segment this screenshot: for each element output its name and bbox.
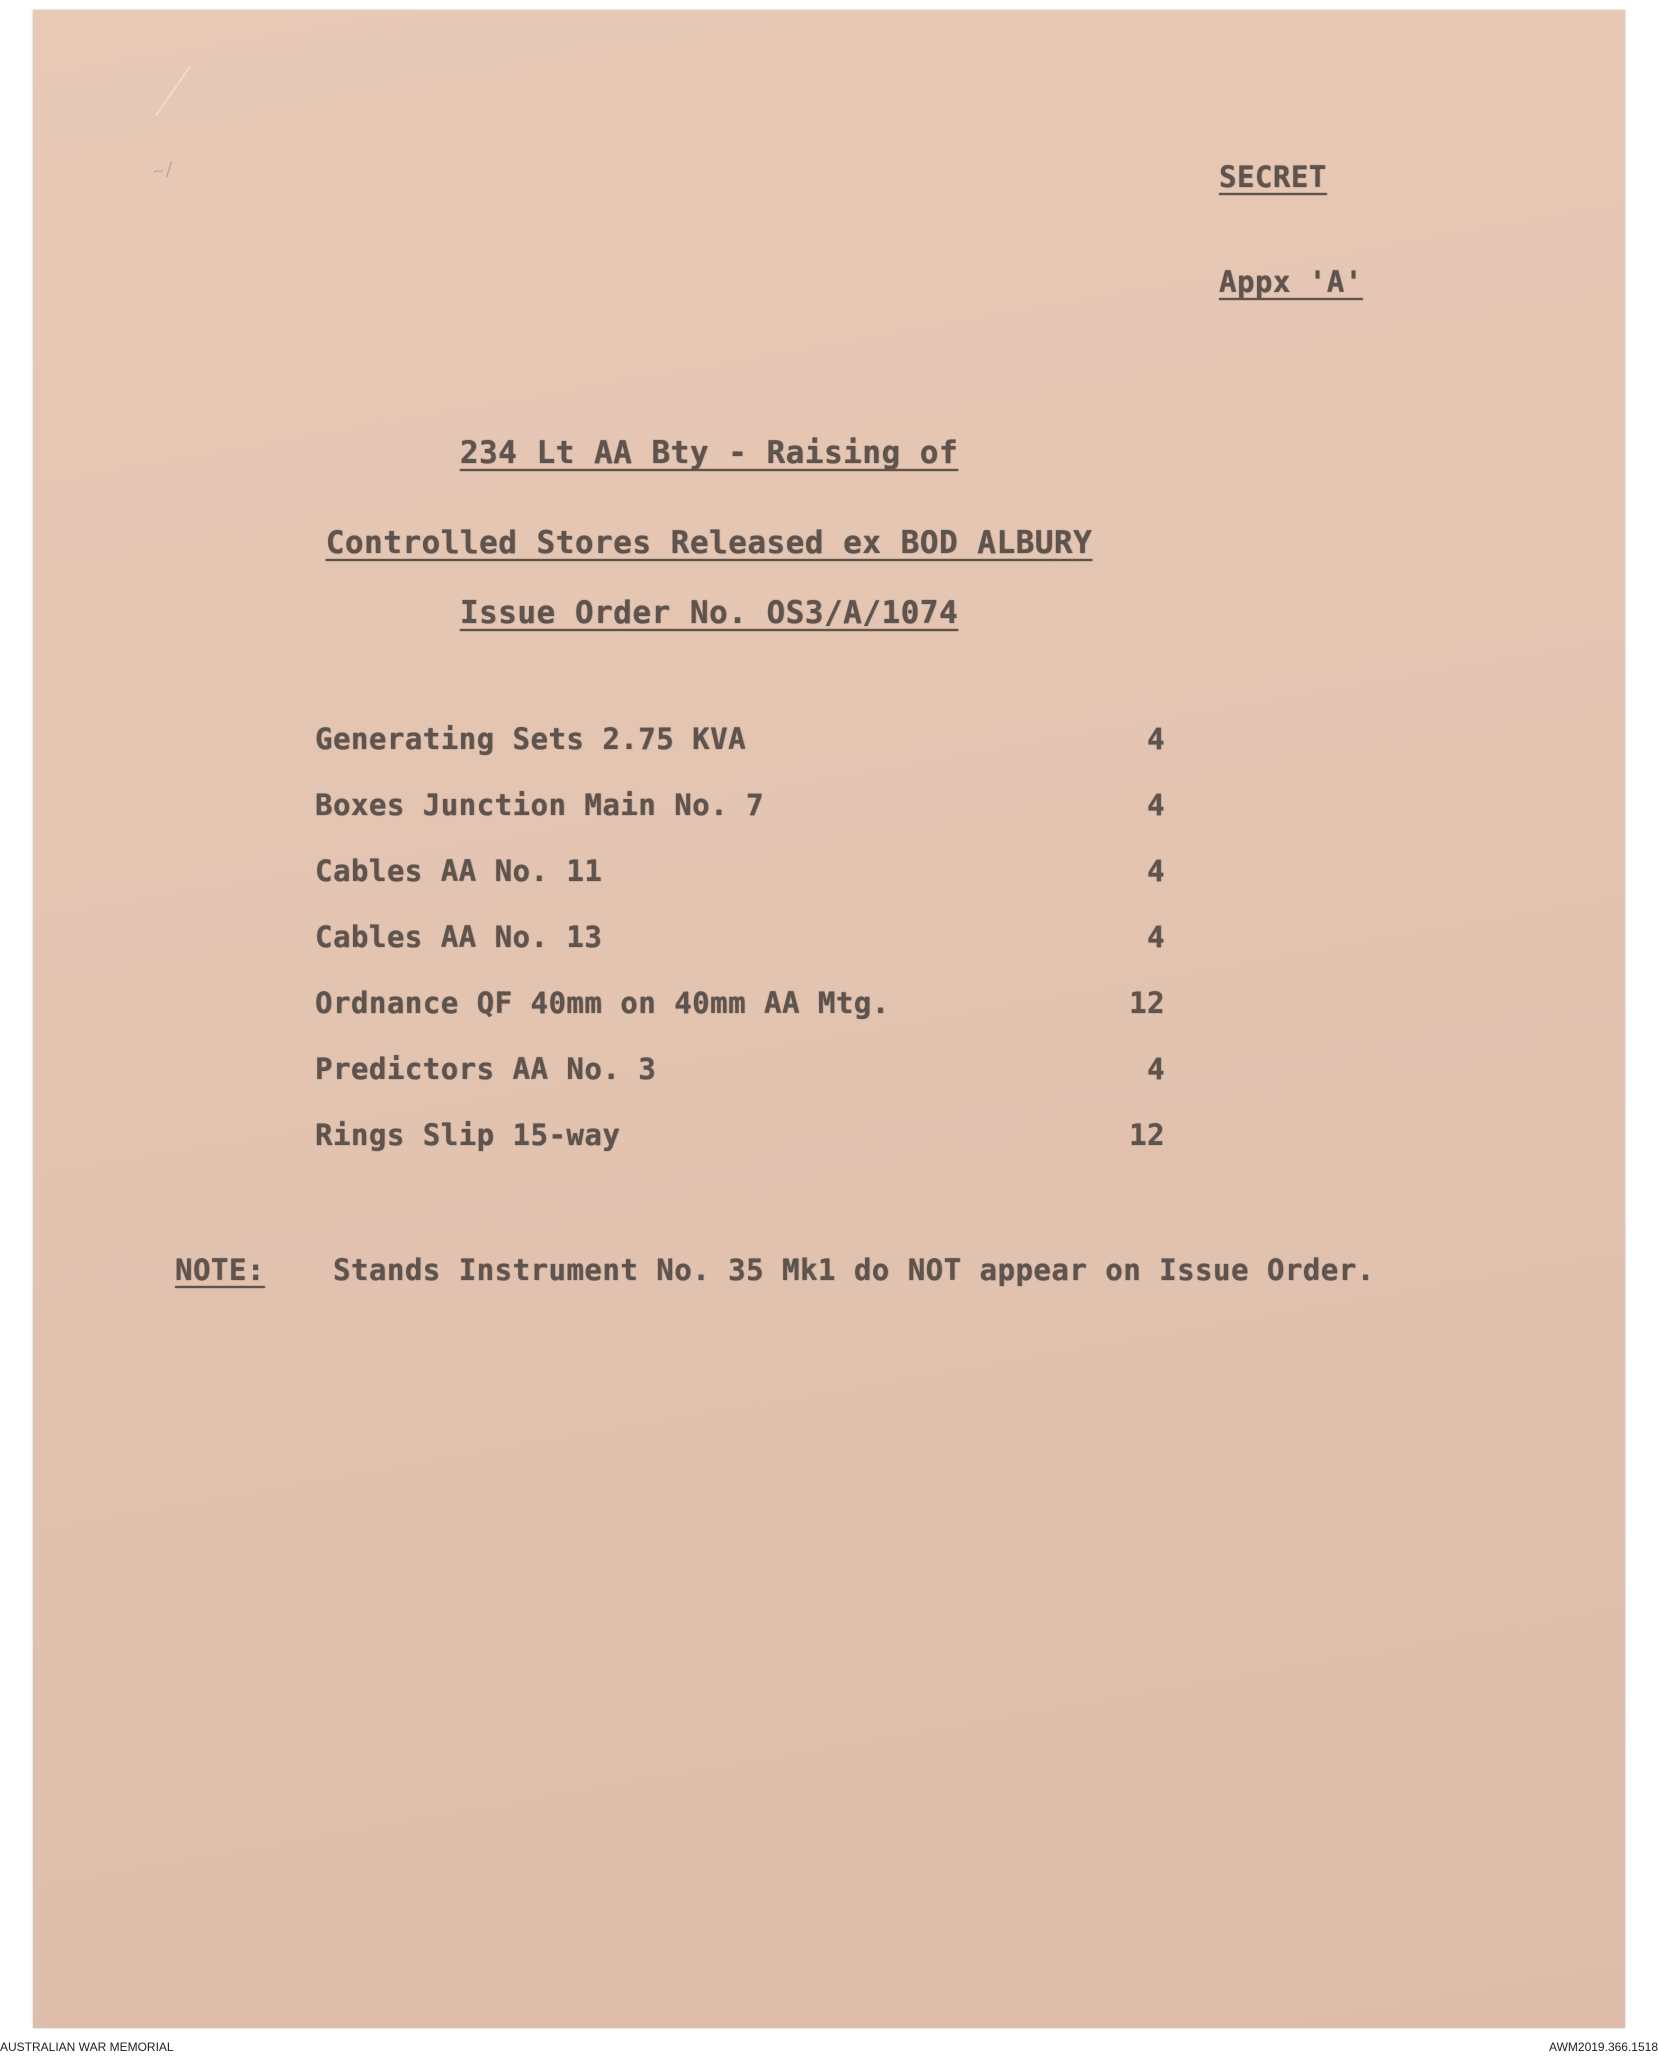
item-qty: 4	[1147, 920, 1165, 954]
list-item	[315, 788, 1165, 854]
stores-list	[315, 722, 1165, 1184]
list-item	[315, 1052, 1165, 1118]
paper-sheet	[33, 10, 1625, 2028]
item-qty: 12	[1129, 986, 1165, 1020]
item-name: Ordnance QF 40mm on 40mm AA Mtg.	[315, 986, 890, 1020]
note-label: NOTE:	[175, 1253, 265, 1287]
title-line-1: 234 Lt AA Bty - Raising of	[459, 435, 959, 471]
item-name: Rings Slip 15-way	[315, 1118, 621, 1152]
item-name: Generating Sets 2.75 KVA	[315, 722, 747, 756]
footer-institution: AUSTRALIAN WAR MEMORIAL	[0, 2040, 174, 2054]
appendix-label: Appx 'A'	[1219, 265, 1363, 299]
item-name: Cables AA No. 13	[315, 920, 603, 954]
list-item	[315, 920, 1165, 986]
item-qty: 4	[1147, 722, 1165, 756]
list-item	[315, 1118, 1165, 1184]
item-qty: 4	[1147, 788, 1165, 822]
classification-label: SECRET	[1219, 160, 1327, 194]
item-qty: 4	[1147, 854, 1165, 888]
item-name: Boxes Junction Main No. 7	[315, 788, 764, 822]
title-line-3: Issue Order No. OS3/A/1074	[459, 595, 959, 631]
list-item	[315, 986, 1165, 1052]
item-name: Predictors AA No. 3	[315, 1052, 657, 1086]
paper-crease	[155, 66, 191, 116]
item-qty: 12	[1129, 1118, 1165, 1152]
list-item	[315, 722, 1165, 788]
item-qty: 4	[1147, 1052, 1165, 1086]
list-item	[315, 854, 1165, 920]
pencil-mark: ~/	[151, 158, 177, 183]
note-text: Stands Instrument No. 35 Mk1 do NOT appear on Issue Order.	[333, 1253, 1375, 1287]
footer-accession-number: AWM2019.366.1518	[1549, 2040, 1658, 2054]
item-name: Cables AA No. 11	[315, 854, 603, 888]
title-line-2: Controlled Stores Released ex BOD ALBURY	[325, 525, 1093, 561]
